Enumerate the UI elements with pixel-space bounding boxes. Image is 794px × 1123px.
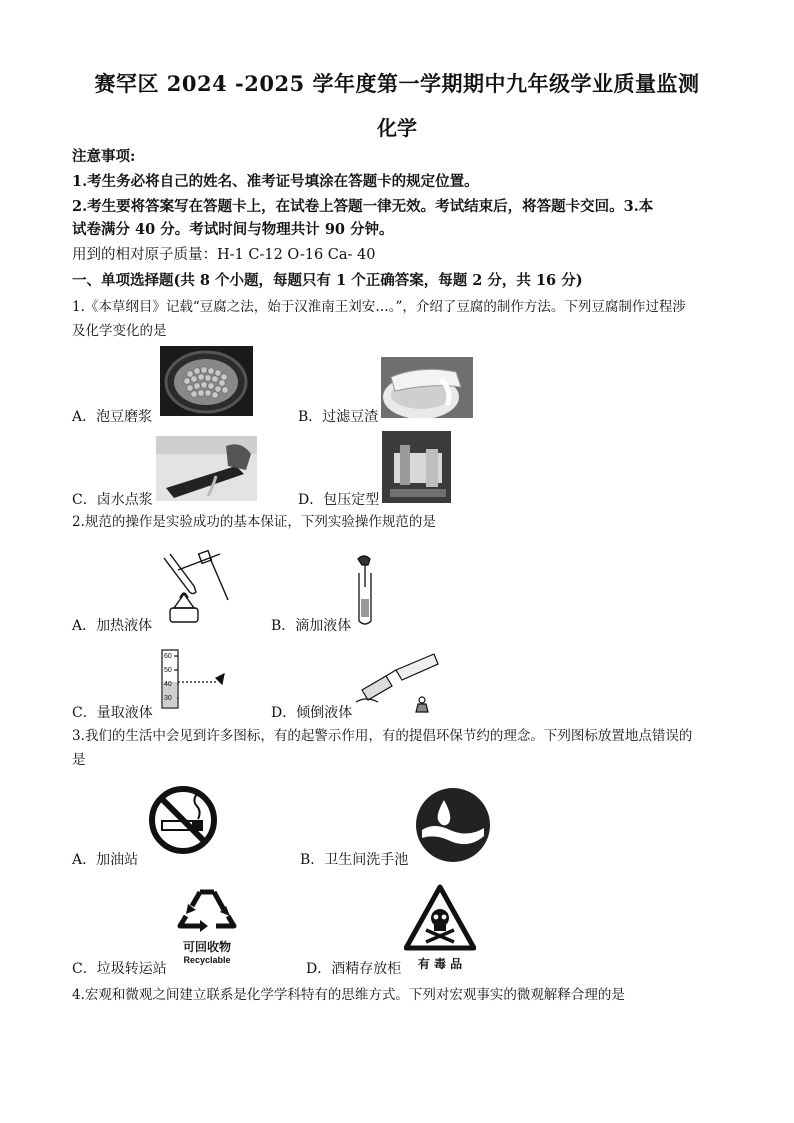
q3-option-d: D．酒精存放柜 — [306, 961, 402, 977]
water-saving-icon — [414, 786, 492, 864]
recyclable-text-en: Recyclable — [183, 955, 231, 965]
cylinder-tick-50: 50 — [164, 667, 172, 674]
cylinder-tick-60: 60 — [164, 653, 172, 660]
q2-option-a: A．加热液体 — [72, 618, 153, 634]
q2-option-b: B．滴加液体 — [271, 618, 352, 634]
atomic-mass-line: 用到的相对原子质量：H-1 C-12 O-16 Ca- 40 — [72, 247, 376, 263]
notice-line-3: 试卷满分 40 分。考试时间与物理共计 90 分钟。 — [72, 221, 394, 238]
toxic-warning-icon — [404, 884, 476, 974]
q1-option-b: B．过滤豆渣 — [298, 409, 379, 425]
cylinder-tick-40: 40 — [164, 681, 172, 688]
q4-stem: 4.宏观和微观之间建立联系是化学学科特有的思维方式。下列对宏观事实的微观解释合理的是 — [72, 987, 625, 1003]
q1-option-c: C．卤水点浆 — [72, 492, 153, 508]
q1-stem-line-1: 1.《本草纲目》记载“豆腐之法，始于汉淮南王刘安…。”，介绍了豆腐的制作方法。下列豆腐制作过程涉 — [72, 299, 686, 315]
q1-option-a: A．泡豆磨浆 — [72, 409, 153, 425]
toxic-text: 有 毒 品 — [417, 957, 463, 971]
q2-option-d: D．倾倒液体 — [271, 705, 353, 721]
q2-option-c: C．量取液体 — [72, 705, 153, 721]
subject-title: 化学 — [377, 116, 417, 140]
q3-option-b: B．卫生间洗手池 — [300, 852, 409, 868]
notice-line-2: 2.考生要将答案写在答题卡上，在试卷上答题一律无效。考试结束后，将答题卡交回。3.本 — [72, 198, 654, 215]
q3-option-c: C．垃圾转运站 — [72, 961, 167, 977]
notice-heading: 注意事项: — [72, 148, 136, 165]
q3-stem-line-2: 是 — [72, 752, 86, 768]
recyclable-icon — [172, 884, 242, 974]
q1-stem-line-2: 及化学变化的是 — [72, 323, 167, 339]
recyclable-text-cn: 可回收物 — [182, 940, 231, 954]
notice-line-1: 1.考生务必将自己的姓名、准考证号填涂在答题卡的规定位置。 — [72, 173, 479, 190]
heating-liquid-diagram — [158, 548, 233, 626]
cylinder-tick-30: 30 — [164, 695, 172, 702]
soybean-soaking-photo — [160, 346, 253, 416]
section-1-heading: 一、单项选择题(共 8 个小题，每题只有 1 个正确答案，每题 2 分，共 16 分) — [72, 272, 583, 289]
q3-option-a: A．加油站 — [72, 852, 139, 868]
exam-title: 赛罕区 2024 -2025 学年度第一学期期中九年级学业质量监测 — [94, 71, 700, 96]
pouring-liquid-diagram — [356, 650, 442, 716]
brine-pouring-photo — [156, 436, 257, 501]
dropping-liquid-diagram — [354, 553, 380, 627]
filter-dregs-photo — [381, 357, 473, 418]
measuring-cylinder-diagram — [156, 648, 236, 710]
q3-stem-line-1: 3.我们的生活中会见到许多图标，有的起警示作用，有的提倡环保节约的理念。下列图标放置地点错误的 — [72, 728, 693, 744]
press-mold-photo — [382, 431, 451, 503]
q2-stem: 2.规范的操作是实验成功的基本保证，下列实验操作规范的是 — [72, 514, 436, 530]
no-smoking-icon — [148, 785, 218, 855]
q1-option-d: D．包压定型 — [298, 492, 380, 508]
